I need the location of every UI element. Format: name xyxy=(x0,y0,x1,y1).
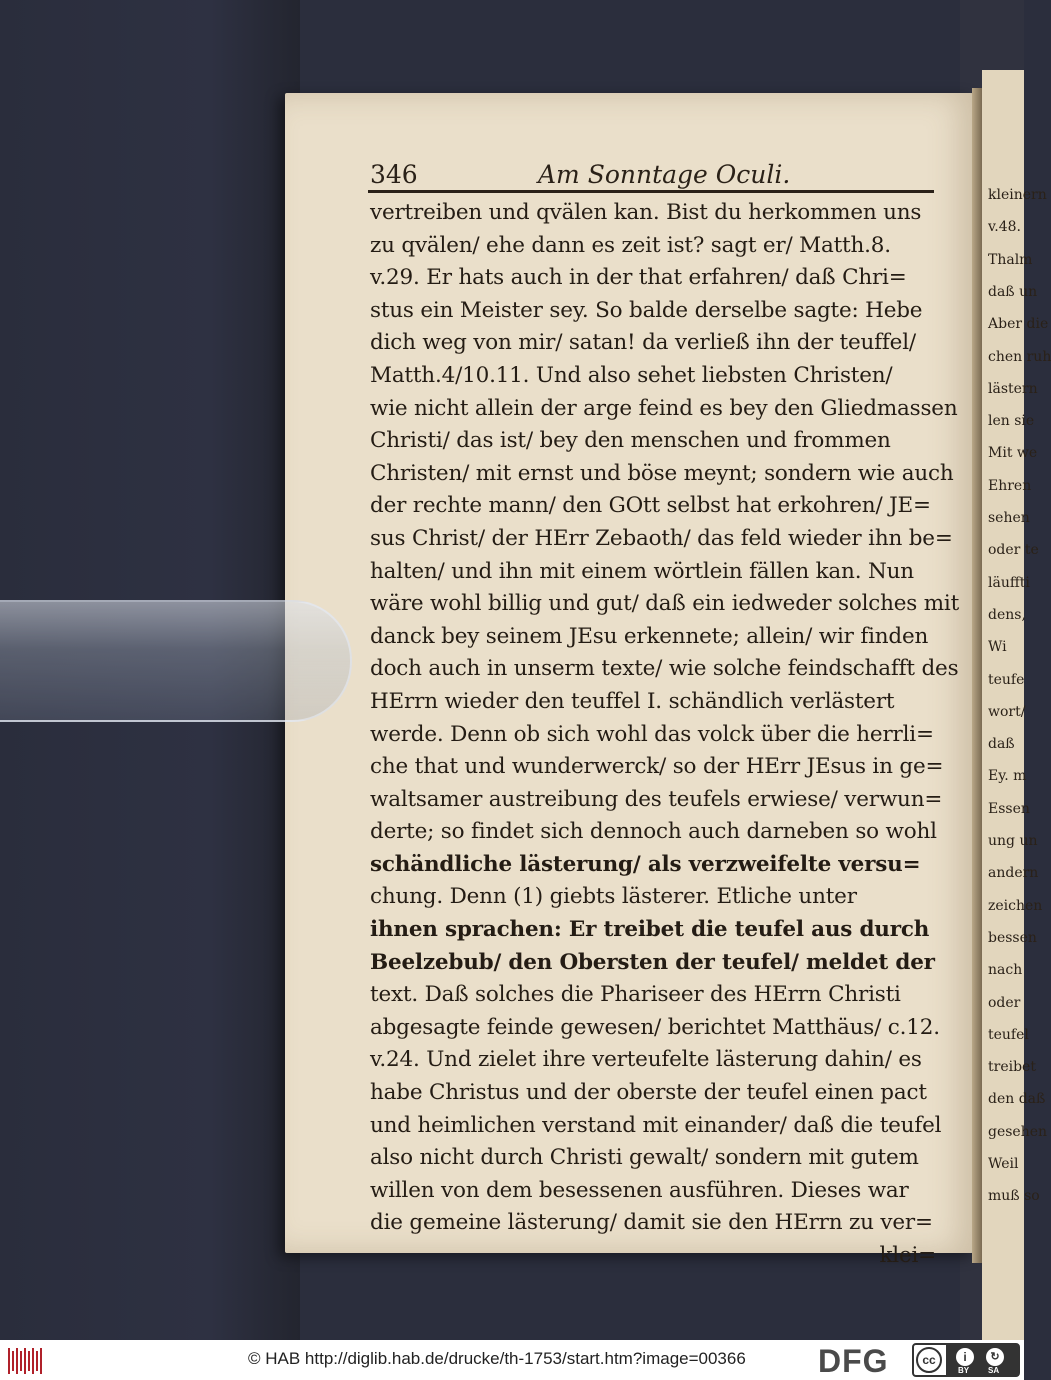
text-line: stus ein Meister sey. So balde derselbe sagte: Hebe xyxy=(370,297,923,323)
page-number: 346 xyxy=(370,160,418,189)
facing-page-fragment: läuffti xyxy=(988,574,1030,591)
text-line: wie nicht allein der arge feind es bey den Gliedmassen xyxy=(370,395,958,421)
text-line: waltsamer austreibung des teufels erwiese/ verwun= xyxy=(370,786,943,812)
attribution-icon: i xyxy=(956,1348,974,1366)
facing-page-fragment: den daß xyxy=(988,1091,1046,1108)
facing-page xyxy=(982,70,1051,1360)
facing-page-fragment: v.48. xyxy=(988,219,1021,236)
facing-page-fragment: gesehen xyxy=(988,1123,1048,1140)
credit-text[interactable]: © HAB http://diglib.hab.de/drucke/th-1753/start.htm?image=00366 xyxy=(248,1349,746,1368)
facing-page-fragment: ung un xyxy=(988,833,1038,849)
text-line: Christen/ mit ernst und böse meynt; sondern wie auch xyxy=(370,460,954,486)
facing-page-fragment: Ehren xyxy=(988,477,1032,494)
facing-page-fragment: Weil xyxy=(988,1156,1019,1172)
text-line: v.29. Er hats auch in der that erfahren/ daß Chri= xyxy=(370,265,907,291)
text-line: sus Christ/ der HErr Zebaoth/ das feld wieder ihn be= xyxy=(370,525,953,551)
text-line: ihnen sprachen: Er treibet die teufel aus durch xyxy=(370,917,930,943)
cc-icon: cc xyxy=(916,1347,942,1373)
text-line: v.24. Und zielet ihre verteufelte lästerung dahin/ es xyxy=(370,1047,922,1073)
text-line: Matth.4/10.11. Und also sehet liebsten Christen/ xyxy=(370,362,893,388)
facing-page-fragment: len sie xyxy=(988,413,1035,430)
facing-page-fragment: Wi xyxy=(988,639,1007,656)
facing-page-fragment: Thalm xyxy=(988,251,1033,268)
text-line: Christi/ das ist/ bey den menschen und frommen xyxy=(370,428,891,454)
text-line: doch auch in unserm texte/ wie solche feindschafft des xyxy=(370,656,959,682)
page-header xyxy=(370,158,930,194)
text-line: derte; so findet sich dennoch auch darneben so wohl xyxy=(370,819,937,845)
text-line: und heimlichen verstand mit einander/ daß die teufel xyxy=(370,1112,942,1138)
facing-page-fragment: zeichen xyxy=(988,897,1043,914)
facing-page-fragment: Mit we xyxy=(988,445,1038,462)
text-line: vertreiben und qvälen kan. Bist du herkommen uns xyxy=(370,200,922,225)
text-line: also nicht durch Christi gewalt/ sondern mit gutem xyxy=(370,1145,919,1171)
text-line: dich weg von mir/ satan! da verließ ihn der teuffel/ xyxy=(370,330,916,356)
text-line: werde. Denn ob sich wohl das volck über die herrli= xyxy=(370,721,934,747)
facing-page-fragment: andern xyxy=(988,865,1039,882)
facing-page-fragment: sehen xyxy=(988,510,1030,526)
text-line: che that und wunderwerck/ so der HErr JEsus in ge= xyxy=(370,754,944,780)
text-line: danck bey seinem JEsu erkennete; allein/ wir finden xyxy=(370,623,929,649)
text-line: die gemeine lästerung/ damit sie den HErrn zu ver= xyxy=(370,1210,933,1236)
facing-page-fragment: Essen xyxy=(988,800,1030,817)
facing-page-fragment: teufel xyxy=(988,1026,1029,1043)
facing-page-fragment: oder xyxy=(988,994,1021,1011)
header-rule xyxy=(368,190,934,193)
facing-page-fragment: nach xyxy=(988,962,1023,979)
facing-page-fragment: daß xyxy=(988,736,1015,753)
cc-sa-label: SA xyxy=(988,1366,1000,1375)
facing-page-fragment: dens, xyxy=(988,606,1026,623)
text-line: abgesagte feinde gewesen/ berichtet Matthäus/ c.12. xyxy=(370,1014,940,1040)
text-line: chung. Denn (1) giebts lästerer. Etliche unter xyxy=(370,884,857,910)
catchword: klei= xyxy=(879,1243,936,1268)
bookmark-clip xyxy=(0,600,352,722)
body-text xyxy=(370,197,960,1273)
text-line: Beelzebub/ den Obersten der teufel/ meldet der xyxy=(370,949,935,975)
facing-page-fragment: muß so xyxy=(988,1188,1040,1205)
dfg-logo[interactable]: DFG xyxy=(818,1343,889,1379)
cc-license-badge[interactable] xyxy=(912,1343,1020,1377)
share-alike-icon: ↻ xyxy=(986,1348,1004,1366)
facing-page-fragment: daß un xyxy=(988,283,1038,300)
page-gutter xyxy=(972,88,982,1263)
facing-page-fragment: bessen xyxy=(988,929,1037,946)
text-line: schändliche lästerung/ als verzweifelte versu= xyxy=(370,851,921,877)
facing-page-fragment: lästern xyxy=(988,380,1038,397)
facing-page-fragment: Aber die xyxy=(988,316,1049,333)
facing-page-fragment: teufe xyxy=(988,671,1025,688)
running-title: Am Sonntage Oculi. xyxy=(538,160,791,189)
text-line: wäre wohl billig und gut/ daß ein iedweder solches mit xyxy=(370,591,960,617)
text-line: halten/ und ihn mit einem wörtlein fällen kan. Nun xyxy=(370,558,914,584)
cc-by-label: BY xyxy=(958,1366,970,1375)
text-line: text. Daß solches die Phariseer des HErrn Christi xyxy=(370,982,901,1008)
footer-bar xyxy=(0,1340,1024,1380)
text-line: HErrn wieder den teuffel I. schändlich verlästert xyxy=(370,688,895,714)
facing-page-fragment: chen ruh xyxy=(988,348,1051,365)
facing-page-fragment: treibet xyxy=(988,1059,1036,1076)
hab-logo-icon xyxy=(8,1348,42,1374)
text-line: der rechte mann/ den GOtt selbst hat erkohren/ JE= xyxy=(370,493,931,519)
text-line: zu qvälen/ ehe dann es zeit ist? sagt er/ Matth.8. xyxy=(370,232,891,258)
facing-page-fragment: oder te xyxy=(988,542,1039,559)
facing-page-fragment: wort/ xyxy=(988,703,1026,720)
text-line: willen von dem besessenen ausführen. Dieses war xyxy=(370,1177,909,1203)
facing-page-fragment: kleinern xyxy=(988,187,1047,203)
facing-page-fragment: Ey. m xyxy=(988,768,1027,785)
text-line: habe Christus und der oberste der teufel einen pact xyxy=(370,1080,927,1106)
